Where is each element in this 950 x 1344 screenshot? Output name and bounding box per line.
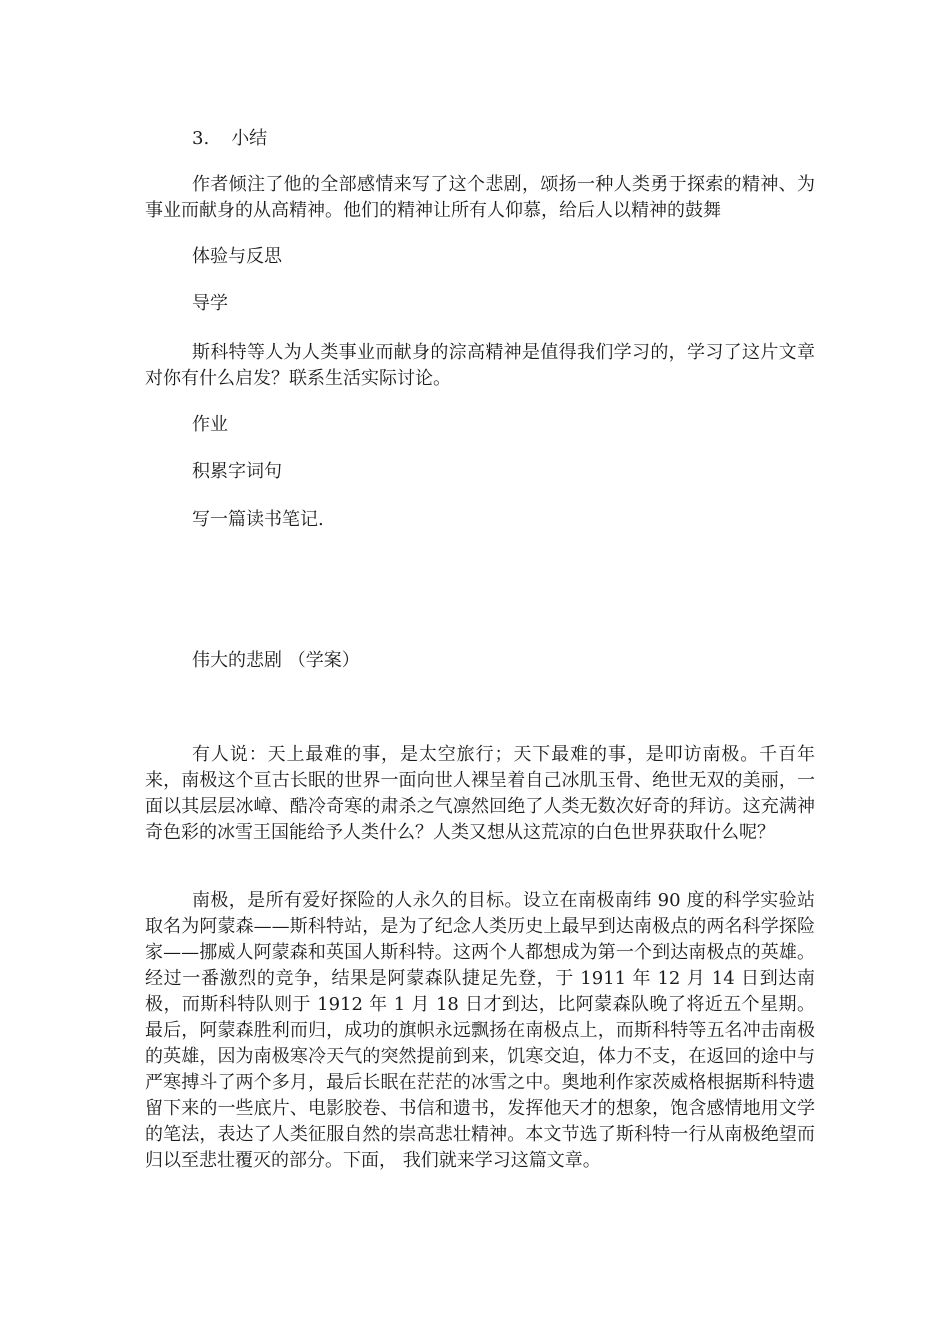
section-number: 3.	[192, 128, 210, 149]
section-title: 小结	[231, 128, 268, 149]
summary-section-heading	[192, 126, 267, 152]
guide-paragraph: 斯科特等人为人类事业而献身的淙高精神是值得我们学习的，学习了这片文章对你有什么启发？联系生活实际讨论。	[145, 342, 815, 389]
intro-paragraph: 南极，是所有爱好探险的人永久的目标。设立在南极南纬 90 度的科学实验站取名为阿蒙森——斯科特站，是为了纪念人类历史上最早到达南极点的两名科学探险家——挪威人阿蒙森和英国人斯科特。这两个人都想成为第一个到达南极点的英雄。经过一番激烈的竞争，结果是阿蒙森队捷足先登，于 1911 年 12 月 14 日到达南极，而斯科特队则于 1912 年 1 月 18 日才到达，比阿蒙森队晚了将近五个星期。最后，阿蒙森胜利而归，成功的旗帜永远飘扬在南极点上，而斯科特等五名冲击南极的英雄，因为南极寒冷天气的突然提前到来，饥寒交迫，体力不支，在返回的途中与严寒搏斗了两个多月，最后长眠在茫茫的冰雪之中。奥地利作家茨威格根据斯科特遗留下来的一些底片、电影胶卷、书信和遗书，发挥他天才的想象，饱含感情地用文学的笔法，表达了人类征服自然的崇高悲壮精神。本文节选了斯科特一行从南极绝望而归以至悲壮覆灭的部分。下面， 我们就来学习这篇文章。	[145, 890, 815, 1171]
homework-item: 积累字词句	[192, 461, 282, 482]
reflection-heading: 体验与反思	[192, 246, 282, 267]
homework-heading: 作业	[192, 414, 228, 435]
homework-item: 写一篇读书笔记.	[192, 509, 324, 530]
summary-paragraph: 作者倾注了他的全部感情来写了这个悲剧，颂扬一种人类勇于探索的精神、为事业而献身的从高精神。他们的精神让所有人仰慕，给后人以精神的鼓舞	[145, 174, 815, 221]
intro-paragraph: 有人说：天上最难的事，是太空旅行；天下最难的事，是叩访南极。千百年来，南极这个亘古长眠的世界一面向世人裸呈着自己冰肌玉骨、绝世无双的美丽，一面以其层层冰嶂、酷冷奇寒的肃杀之气凛然回绝了人类无数次好奇的拜访。这充满神奇色彩的冰雪王国能给予人类什么？人类又想从这荒凉的白色世界获取什么呢？	[145, 744, 815, 843]
study-plan-title: 伟大的悲剧 （学案）	[192, 650, 360, 671]
guide-heading: 导学	[192, 293, 228, 314]
